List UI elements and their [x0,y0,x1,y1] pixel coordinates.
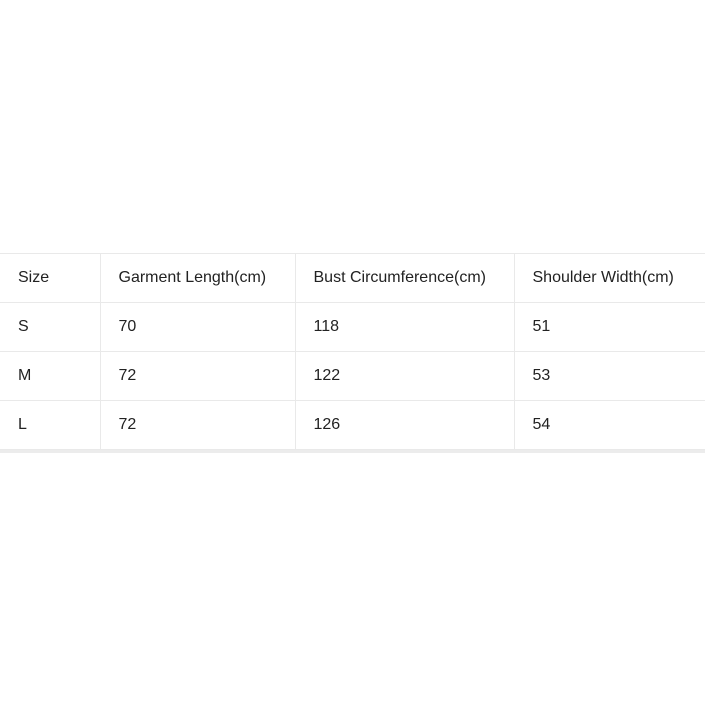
header-cell-garment-length: Garment Length(cm) [100,254,295,303]
table-cell: 126 [295,401,514,450]
table-cell: M [0,352,100,401]
table-row [0,401,705,450]
table-header-row [0,254,705,303]
size-table [0,253,705,450]
table-cell: 122 [295,352,514,401]
table-row [0,303,705,352]
table-cell: 70 [100,303,295,352]
header-cell-size: Size [0,254,100,303]
table-row [0,352,705,401]
table-cell: 54 [514,401,705,450]
table-cell: L [0,401,100,450]
table-cell: 72 [100,401,295,450]
size-chart [0,253,705,453]
header-cell-bust-circumference: Bust Circumference(cm) [295,254,514,303]
header-cell-shoulder-width: Shoulder Width(cm) [514,254,705,303]
table-cell: 53 [514,352,705,401]
table-cell: 51 [514,303,705,352]
table-cell: S [0,303,100,352]
table-cell: 118 [295,303,514,352]
table-cell: 72 [100,352,295,401]
